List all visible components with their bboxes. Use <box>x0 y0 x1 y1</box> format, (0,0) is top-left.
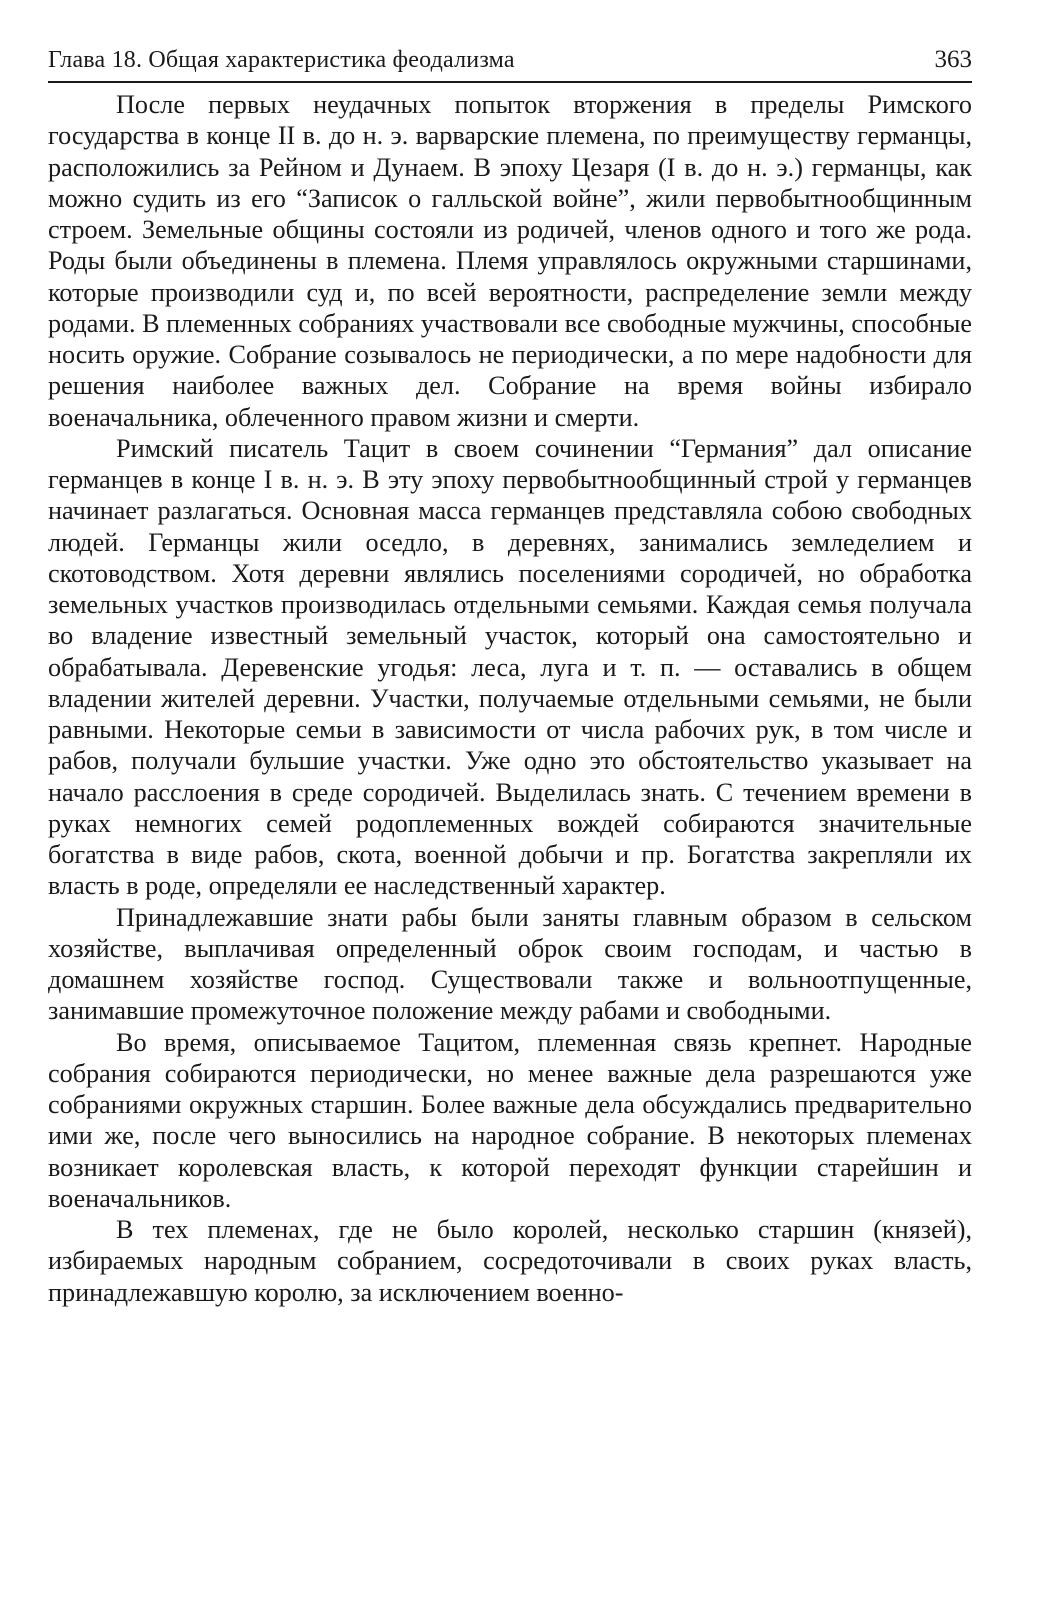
running-header <box>48 42 972 83</box>
paragraph: Принадлежавшие знати рабы были заняты главным образом в сельском хозяйстве, выплачивая определенный оброк своим господам, и частью в домашнем хозяйстве господ. Существовали также и вольноотпущенные, занимавшие промежуточное положение между рабами и свободными. <box>48 902 972 1026</box>
paragraph: Римский писатель Тацит в своем сочинении “Германия” дал описание германцев в конце I в. н. э. В эту эпоху первобытнообщинный строй у германцев начинает разлагаться. Основная масса германцев представляла собою свободных людей. Германцы жили оседло, в деревнях, занимались земледелием и скотоводством. Хотя деревни являлись поселениями сородичей, но обработка земельных участков производилась отдельными семьями. Каждая семья получала во владение известный земельный участок, который она самостоятельно и обрабатывала. Деревенские угодья: леса, луга и т. п. — оставались в общем владении жителей деревни. Участки, получаемые отдельными семьями, не были равными. Некоторые семьи в зависимости от числа рабочих рук, в том числе и рабов, получали бульшие участки. Уже одно это обстоятельство указывает на начало расслоения в среде сородичей. Выделилась знать. С течением времени в руках немногих семей родоплеменных вождей собираются значительные богатства в виде рабов, скота, военной добычи и пр. Богатства закрепляли их власть в роде, определяли ее наследственный характер. <box>48 433 972 901</box>
paragraph: После первых неудачных попыток вторжения в пределы Римского государства в конце II в. до н. э. варварские племена, по преимуществу германцы, расположились за Рейном и Дунаем. В эпоху Цезаря (I в. до н. э.) германцы, как можно судить из его “Записок о галльской войне”, жили первобытнообщинным строем. Земельные общины состояли из родичей, членов одного и того же рода. Роды были объединены в племена. Племя управлялось окружными старшинами, которые производили суд и, по всей вероятности, распределение земли между родами. В племенных собраниях участвовали все свободные мужчины, способные носить оружие. Собрание созывалось не периодически, а по мере надобности для решения наиболее важных дел. Собрание на время войны избирало военачальника, облеченного правом жизни и смерти. <box>48 90 972 432</box>
paragraph: Во время, описываемое Тацитом, племенная связь крепнет. Народные собрания собираются периодически, но менее важные дела разрешаются уже собраниями окружных старшин. Более важные дела обсуждались предварительно ими же, после чего выносились на народное собрание. В некоторых племенах возникает королевская власть, к которой переходят функции старейшин и военачальников. <box>48 1027 972 1213</box>
chapter-title: Глава 18. Общая характеристика феодализма <box>48 47 515 73</box>
body-text <box>48 89 972 1308</box>
page-number: 363 <box>934 46 972 73</box>
book-page <box>48 42 972 1308</box>
paragraph: В тех племенах, где не было королей, несколько старшин (князей), избираемых народным собранием, сосредоточивали в своих руках власть, принадлежавшую королю, за исключением военно- <box>48 1215 972 1307</box>
